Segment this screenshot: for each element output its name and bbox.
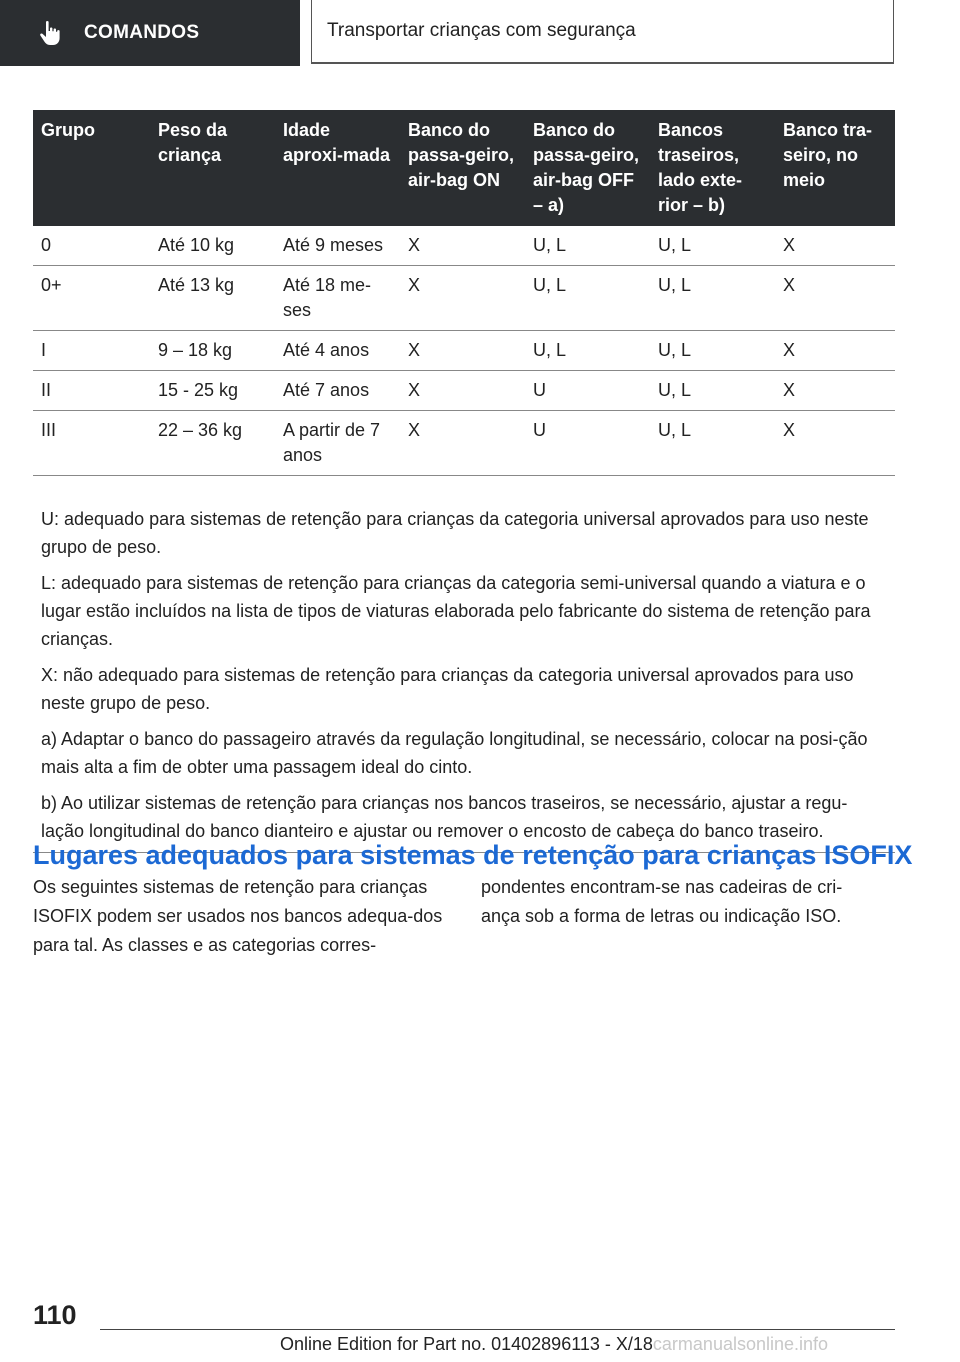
table-cell: X: [400, 411, 525, 476]
table-cell: U, L: [525, 266, 650, 331]
table-header: Peso da criança: [150, 110, 275, 226]
note-l: L: adequado para sistemas de retenção para crianças da categoria semi-universal quando a viatura e o lugar estão incluídos na lista de tipos de viaturas elaborada pelo fabricante do sistema de retenção para crianças.: [41, 573, 871, 649]
note-u: U: adequado para sistemas de retenção para crianças da categoria universal aprovados para uso neste grupo de peso.: [41, 509, 869, 557]
table-cell: 15 - 25 kg: [150, 371, 275, 411]
table-cell: U, L: [650, 411, 775, 476]
table-cell: 0: [33, 226, 150, 266]
table-cell: X: [775, 411, 895, 476]
table-cell: X: [400, 226, 525, 266]
table-row: [33, 371, 895, 411]
edition-text: Online Edition for Part no. 01402896113 - X/18: [280, 1334, 653, 1354]
section-heading: Lugares adequados para sistemas de retenção para crianças ISOFIX: [33, 840, 913, 870]
table-cell: A partir de 7 anos: [275, 411, 400, 476]
table-cell: X: [775, 331, 895, 371]
table-cell: X: [400, 371, 525, 411]
table-row: [33, 331, 895, 371]
table-header: Bancos traseiros, lado exte-rior – b): [650, 110, 775, 226]
page-title: Transportar crianças com segurança: [327, 20, 636, 41]
table-row: [33, 411, 895, 476]
table-cell: U, L: [650, 371, 775, 411]
table-cell: X: [775, 371, 895, 411]
body-text-right: pondentes encontram-se nas cadeiras de cri-ança sob a forma de letras ou indicação ISO.: [481, 877, 843, 926]
table-cell: U, L: [650, 331, 775, 371]
table-row: [33, 266, 895, 331]
hand-pointer-icon: [38, 19, 62, 47]
table-cell: Até 18 me-ses: [275, 266, 400, 331]
table-cell: Até 10 kg: [150, 226, 275, 266]
page-header: [311, 0, 894, 64]
child-seat-table: [33, 110, 895, 476]
table-header: Banco tra-seiro, no meio: [775, 110, 895, 226]
table-cell: I: [33, 331, 150, 371]
watermark: carmanualsonline.info: [652, 1334, 829, 1354]
table-cell: 22 – 36 kg: [150, 411, 275, 476]
footer-divider: [100, 1329, 895, 1330]
footer-edition: [280, 1334, 828, 1355]
table-cell: U: [525, 371, 650, 411]
note-x: X: não adequado para sistemas de retenção para crianças da categoria universal aprovados para uso neste grupo de peso.: [41, 665, 854, 713]
table-cell: U: [525, 411, 650, 476]
table-cell: X: [400, 331, 525, 371]
table-cell: Até 4 anos: [275, 331, 400, 371]
table-cell: X: [775, 226, 895, 266]
note-b: b) Ao utilizar sistemas de retenção para crianças nos bancos traseiros, se necessário, ajustar a regu-lação longitudinal do banco dianteiro e ajustar ou remover o encosto de cabeça do banco traseiro.: [41, 793, 848, 841]
note-a: a) Adaptar o banco do passageiro através da regulação longitudinal, se necessário, colocar na posi-ção mais alta a fim de obter uma passagem ideal do cinto.: [41, 729, 868, 777]
table-cell: U, L: [525, 226, 650, 266]
table-cell: U, L: [650, 226, 775, 266]
table-cell: II: [33, 371, 150, 411]
table-cell: U, L: [650, 266, 775, 331]
body-text-left: Os seguintes sistemas de retenção para crianças ISOFIX podem ser usados nos bancos adequa-dos para tal. As classes e as categorias corres-: [33, 877, 443, 955]
section-label: COMANDOS: [84, 22, 200, 43]
page-number: 110: [33, 1300, 77, 1330]
table-header: Banco do passa-geiro, air-bag OFF – a): [525, 110, 650, 226]
table-header-row: [33, 110, 895, 226]
table-header: Banco do passa-geiro, air-bag ON: [400, 110, 525, 226]
table-header: Grupo: [33, 110, 150, 226]
table-cell: U, L: [525, 331, 650, 371]
table-cell: Até 7 anos: [275, 371, 400, 411]
table-notes: [33, 497, 895, 853]
section-tab: [0, 0, 300, 66]
table-cell: X: [775, 266, 895, 331]
table-row: [33, 226, 895, 266]
table-cell: 9 – 18 kg: [150, 331, 275, 371]
table-header: Idade aproxi-mada: [275, 110, 400, 226]
table-cell: Até 13 kg: [150, 266, 275, 331]
table-cell: 0+: [33, 266, 150, 331]
table-cell: X: [400, 266, 525, 331]
table-cell: III: [33, 411, 150, 476]
table-cell: Até 9 meses: [275, 226, 400, 266]
